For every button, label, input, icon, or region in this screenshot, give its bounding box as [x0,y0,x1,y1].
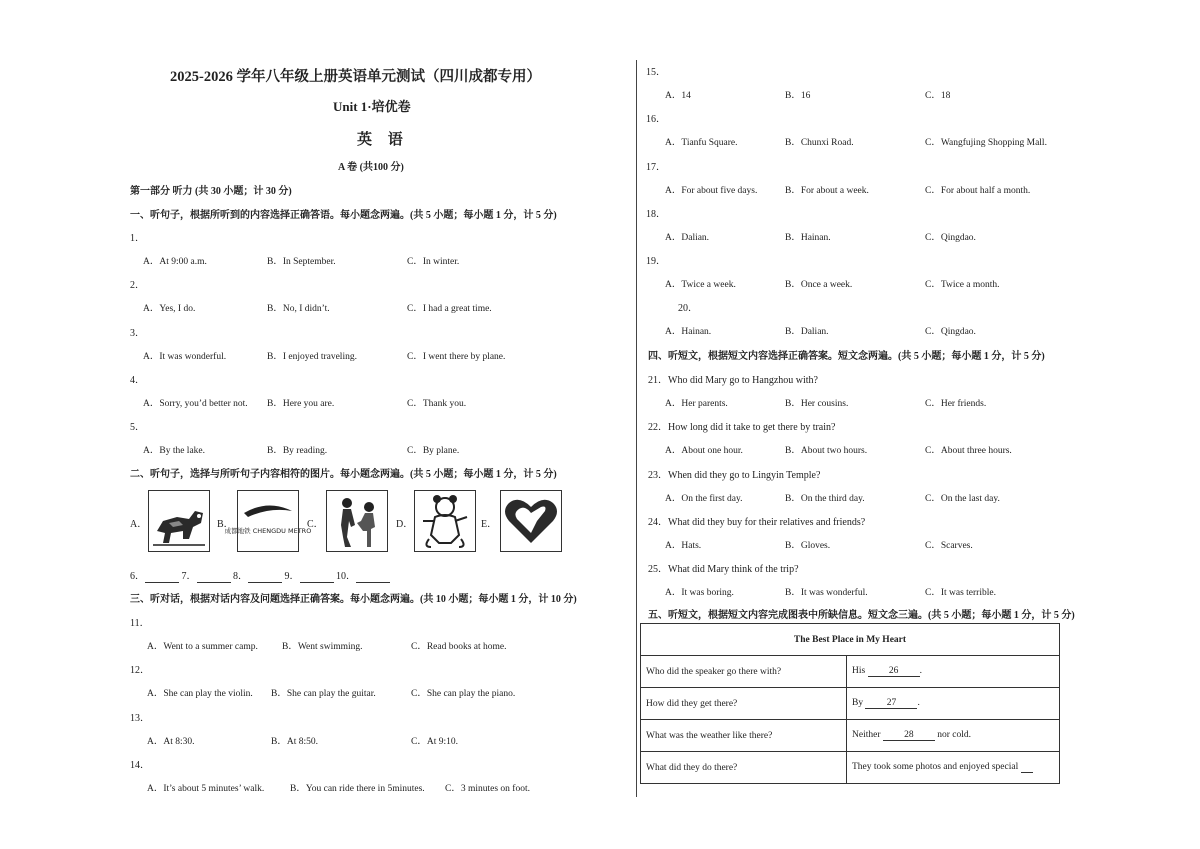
option-c[interactable]: C．I had a great time. [407,304,492,315]
q6-label: 6． [130,571,145,582]
option-b[interactable]: B．16 [785,91,811,101]
question-stem: 3． [130,327,145,339]
option-c[interactable]: C．I went there by plane. [407,351,506,362]
question-stem: 11． [130,618,150,629]
option-b[interactable]: B．At 8:50. [271,736,318,747]
table-answer: His 26 . [847,656,1060,688]
option-b[interactable]: B．She can play the guitar. [271,689,376,700]
option-c[interactable]: C．About three hours. [925,446,1012,457]
helping-people-picture [326,490,388,552]
question-stem: 12． [130,665,150,677]
q10-label: 10． [336,571,356,582]
mascot-icon [415,491,475,551]
q7-blank[interactable] [197,571,231,583]
option-c[interactable]: C．For about half a month. [925,185,1031,196]
unit-title: Unit 1·培优卷 [333,99,411,114]
table-answer: Neither 28 nor cold. [847,720,1060,752]
option-b[interactable]: B．You can ride there in 5minutes. [290,783,425,794]
section-three-heading: 三、听对话，根据对话内容及问题选择正确答案。每小题念两遍。(共 10 小题；每小题 1 分，计 10 分) [130,594,577,605]
question-stem: 22．How long did it take to get there by train? [648,422,836,434]
option-c[interactable]: C．At 9:10. [411,736,458,747]
robot-dog-picture [148,490,210,552]
option-c[interactable]: C．Wangfujing Shopping Mall. [925,138,1047,149]
q8-blank[interactable] [248,571,282,583]
question-stem: 1． [130,233,145,244]
option-b[interactable]: B．For about a week. [785,185,869,196]
option-c[interactable]: C．She can play the piano. [411,689,516,700]
question-stem: 19． [646,256,666,267]
exam-title: 2025-2026 学年八年级上册英语单元测试（四川成都专用） [170,69,541,85]
option-a[interactable]: A．By the lake. [143,446,206,456]
option-c[interactable]: C．Her friends. [925,399,987,409]
option-b[interactable]: B．Chunxi Road. [785,138,854,149]
mascot-picture [414,490,476,552]
option-a[interactable]: A．Tianfu Square. [665,138,738,149]
option-a[interactable]: A．At 8:30. [147,736,195,747]
question-stem: 23．When did they go to Lingyin Temple? [648,469,821,481]
table-question: What did they do there? [641,752,847,784]
option-b[interactable]: B．Once a week. [785,280,853,290]
table-question: Who did the speaker go there with? [641,656,847,688]
option-a[interactable]: A．It was wonderful. [143,351,227,362]
option-a[interactable]: A．Went to a summer camp. [147,642,258,652]
option-c[interactable]: C．Scarves. [925,540,973,551]
option-a[interactable]: A．On the first day. [665,493,743,504]
option-b[interactable]: B．Here you are. [267,398,335,409]
q20-option-a[interactable]: A．Hainan. [665,327,712,337]
picture-label-a: A． [130,519,148,530]
option-a[interactable]: A．It was boring. [665,588,734,598]
q27-blank[interactable]: 27 [865,698,917,709]
part-one-heading: 第一部分 听力 (共 30 小题；计 30 分) [130,186,292,197]
option-c[interactable]: C．In winter. [407,257,460,267]
option-c[interactable]: C．By plane. [407,446,460,456]
heart-hand-icon [501,491,561,551]
chengdu-metro-picture [224,490,312,552]
option-c[interactable]: C．On the last day. [925,493,1000,504]
option-b[interactable]: B．I enjoyed traveling. [267,351,357,362]
option-a[interactable]: A．It’s about 5 minutes’ walk. [147,783,265,794]
question-stem: 4． [130,374,145,386]
table-row [641,752,1060,784]
q8-label: 8． [233,571,248,582]
question-stem: 21．Who did Mary go to Hangzhou with? [648,375,818,386]
question-stem: 24．What did they buy for their relatives and friends? [648,516,866,528]
question-stem: 15． [646,67,666,78]
option-b[interactable]: B．On the third day. [785,493,865,504]
option-a[interactable]: A．Sorry, you’d better not. [143,398,248,409]
metro-logo-text: 成都地铁 CHENGDU METRO [224,527,312,535]
question-stem: 13． [130,712,150,724]
option-a[interactable]: A．For about five days. [665,185,758,196]
option-b[interactable]: B．Gloves. [785,540,831,551]
q9-label: 9． [284,571,300,582]
q20-number: 20． [678,303,698,314]
option-c[interactable]: C．Twice a month. [925,280,1000,290]
option-a[interactable]: A．She can play the violin. [147,689,253,700]
option-b[interactable]: B．By reading. [267,446,328,456]
table-row [641,688,1060,720]
option-c[interactable]: C．It was terrible. [925,588,996,598]
q20-option-b[interactable]: B．Dalian. [785,327,829,337]
table-question: How did they get there? [641,688,847,720]
question-stem: 18． [646,208,666,220]
option-b[interactable]: B．It was wonderful. [785,588,868,598]
option-a[interactable]: A．About one hour. [665,446,743,457]
option-a[interactable]: A．Her parents. [665,399,728,409]
option-b[interactable]: B．Her cousins. [785,399,849,409]
option-b[interactable]: B．No, I didn’t. [267,304,330,315]
option-c[interactable]: C．3 minutes on foot. [445,783,530,794]
option-c[interactable]: C．Thank you. [407,398,467,409]
q29-blank[interactable] [1021,762,1033,773]
question-stem: 16． [646,114,666,126]
picture-label-e: E． [481,519,498,530]
question-stem: 25．What did Mary think of the trip? [648,564,799,575]
option-b[interactable]: B．Went swimming. [282,642,363,652]
q26-blank[interactable]: 26 [868,666,920,677]
section-one-heading: 一、听句子，根据所听到的内容选择正确答语。每小题念两遍。(共 5 小题；每小题 1 分，计 5 分) [130,210,557,221]
section-five-heading: 五、听短文，根据短文内容完成图表中所缺信息。短文念三遍。(共 5 小题；每小题 1 分，计 5 分) [648,610,1075,621]
table-answer: By 27 . [847,688,1060,720]
option-b[interactable]: B．Hainan. [785,232,831,243]
option-b[interactable]: B．About two hours. [785,446,868,457]
question-stem: 17． [646,161,666,173]
table-title: The Best Place in My Heart [641,624,1060,656]
section-two-heading: 二、听句子，选择与所听句子内容相符的图片。每小题念两遍。(共 5 小题；每小题 1 分，计 5 分) [130,469,557,480]
metro-logo-icon [224,491,312,551]
q7-label: 7． [181,571,197,582]
heart-hand-picture [500,490,562,552]
option-a[interactable]: A．Dalian. [665,232,710,243]
table-row [641,656,1060,688]
option-c[interactable]: C．Read books at home. [411,642,507,652]
table-question: What was the weather like there? [641,720,847,752]
option-b[interactable]: B．In September. [267,257,336,267]
paper-a-label: A 卷 (共100 分) [338,162,404,173]
option-c[interactable]: C．Qingdao. [925,232,976,243]
q9-blank[interactable] [300,571,334,583]
option-a[interactable]: A．Twice a week. [665,280,736,290]
option-c[interactable]: C．18 [925,91,951,101]
robot-dog-icon [149,491,209,551]
question-stem: 14． [130,759,150,771]
column-divider [636,60,637,797]
q20-option-c[interactable]: C．Qingdao. [925,327,976,337]
option-a[interactable]: A．Yes, I do. [143,304,196,315]
q6-blank[interactable] [145,571,179,583]
option-a[interactable]: A．At 9:00 a.m. [143,257,207,267]
subject-title: 英 语 [357,132,409,148]
picture-label-d: D． [396,519,414,530]
table-answer: They took some photos and enjoyed special [847,752,1060,784]
question-stem: 5． [130,422,145,433]
best-place-table [640,623,1060,784]
q28-blank[interactable]: 28 [883,730,935,741]
section-four-heading: 四、听短文，根据短文内容选择正确答案。短文念两遍。(共 5 小题；每小题 1 分，计 5 分) [648,351,1045,362]
picture-label-b: B． [217,519,234,530]
picture-answer-blanks [130,567,390,583]
picture-label-c: C． [307,519,324,530]
two-people-icon [327,491,387,551]
q10-blank[interactable] [356,571,390,583]
question-stem: 2． [130,280,145,292]
table-row [641,720,1060,752]
option-a[interactable]: A．14 [665,91,691,101]
option-a[interactable]: A．Hats. [665,540,702,551]
